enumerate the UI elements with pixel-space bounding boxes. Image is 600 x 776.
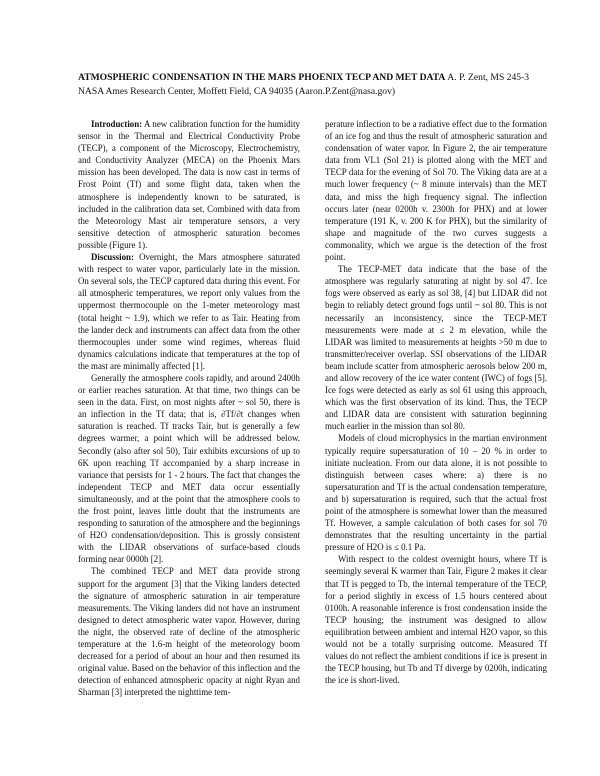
body-columns [78,118,548,718]
paper-header [78,71,548,99]
left-column [78,118,300,699]
discussion-paragraph [78,251,300,372]
introduction-paragraph [78,118,300,251]
body-paragraph: Models of cloud microphysics in the martian environment typically require supersaturation of 10 – 20 % in order to initiate nucleation. From our data alone, it is not possible to distinguish between cases where: a) there is no supersaturation and Tf is the actual condensation temperature, and b) supersaturation is required, such that the actual frost point of the atmosphere is somewhat lower than the measured Tf. However, a sample calculation of both cases for sol 70 demonstrates that the resulting uncertainty in the partial pressure of H2O is ≤ 0.1 Pa. [325,433,547,553]
introduction-text: A new calibration function for the humidity sensor in the Thermal and Electrical Conductivity Probe (TECP), a component of the Microscopy, Electrochemistry, and Conductivity Analyzer (MECA) on the Phoenix Mars mission has been developed. The data is now cast in terms of Frost Point (Tf) and some flight data, taken when the atmosphere is independently known to be saturated, is included in the calibration data set. Combined with data from the Meteorology Mast air temperature sensors, a very sensitive detection of atmospheric saturation becomes possible (Figure 1). [78,119,300,250]
introduction-heading: Introduction: [91,119,143,129]
paper-title: ATMOSPHERIC CONDENSATION IN THE MARS PHOENIX TECP AND MET DATA [78,72,446,83]
discussion-text: Overnight, the Mars atmosphere saturated with respect to water vapor, particularly late in the mission. On several sols, the TECP captured data during this event. For all atmospheric temperatures, we report only values from the uppermost thermocouple on the 1-meter meteorology mast (total height ~ 1.9), which we refer to as Tair. Heating from the lander deck and instruments can affect data from the other thermocouples under some wind regimes, whereas fluid dynamics calculations indicate that temperatures at the top of the mast are minimally affected [1]. [78,252,300,371]
body-paragraph: With respect to the coldest overnight hours, where Tf is seemingly several K warmer than Tair, Figure 2 makes it clear that Tf is pegged to Tb, the internal temperature of the TECP, for a period slightly in excess of 1.5 hours centered about 0100h. A reasonable inference is frost condensation inside the TECP housing; the instrument was designed to allow equilibration between ambient and internal H2O vapor, so this would not be a totally surprising outcome. Measured Tf values do not reflect the ambient conditions if ice is present in the TECP housing, but Tb and Tf diverge by 0200h, indicating the ice is short-lived. [325,554,547,686]
body-paragraph: Generally the atmosphere cools rapidly, and around 2400h or earlier reaches saturation. At that time, two things can be seen in the data. First, on most nights after ~ sol 50, there is an inflection in the Tf data; that is, ∂Tf/∂t changes when saturation is reached. Tf tracks Tair, but is generally a few degrees warmer, a point which will be addressed below. Secondly (also after sol 50), Tair exhibits excursions of up to 6K upon reaching Tf accompanied by a sharp increase in variance that persists for 1 - 2 hours. The fact that changes the independent TECP and MET data occur essentially simultaneously, and at the point that the atmosphere cools to the frost point, leaves little doubt that the instruments are responding to saturation of the atmosphere and the beginnings of H2O condensation/deposition. This is grossly consistent with the LIDAR observations of surface-based clouds forming near 0000h [2]. [78,372,300,565]
author-affiliation: A. P. Zent, MS 245-3 NASA Ames Research Center, Moffett Field, CA 94035 (Aaron.P.Zent@nasa.gov) [78,72,530,97]
discussion-heading: Discussion: [91,252,134,263]
body-paragraph: The TECP-MET data indicate that the base of the atmosphere was regularly saturating at night by sol 47. Ice fogs were observed as early as sol 38, [4] but LIDAR did not begin to reliably detect ground fogs until ~ sol 80. This is not necessarily an inconsistency, since the TECP-MET measurements were made at ≤ 2 m elevation, while the LIDAR was limited to measurements at heights >50 m due to transmitter/receiver overlap. SSI observations of the LIDAR beam include scatter from atmospheric aerosols below 200 m, and allow recovery of the ice water content (IWC) of fogs [5]. Ice fogs were detected as early as sol 61 using this approach, which was the first observation of its kind. Thus, the TECP and LIDAR data are consistent with saturation beginning much earlier in the mission than sol 80. [325,264,547,432]
body-paragraph: The combined TECP and MET data provide strong support for the argument [3] that the Viking landers detected the signature of atmospheric saturation in air temperature measurements. The Viking landers did not have an instrument designed to detect atmospheric water vapor. However, during the night, the observed rate of decline of the atmospheric temperature at the 1.6-m height of the meteorology boom decreased for a period of about an hour and then resumed its original value. Based on the behavior of this inflection and the detection of enhanced atmospheric opacity at night Ryan and Sharman [3] interpreted the nighttime tem- [78,566,300,698]
right-column [325,118,547,686]
body-paragraph: perature inflection to be a radiative effect due to the formation of an ice fog and thus the result of atmospheric saturation and condensation of water vapor. In Figure 2, the air temperature data from VL1 (Sol 21) is plotted along with the MET and TECP data for the evening of Sol 70. The Viking data are at a much lower frequency (~ 8 minute intervals) than the MET data, and miss the high frequency signal. The inflection occurs later (near 0200h v. 2300h for PHX) and at lower temperature (191 K, v. 200 K for PHX), but the similarity of shape and magnitude of the two curves suggests a commonality, which we argue is the detection of the frost point. [325,119,547,263]
